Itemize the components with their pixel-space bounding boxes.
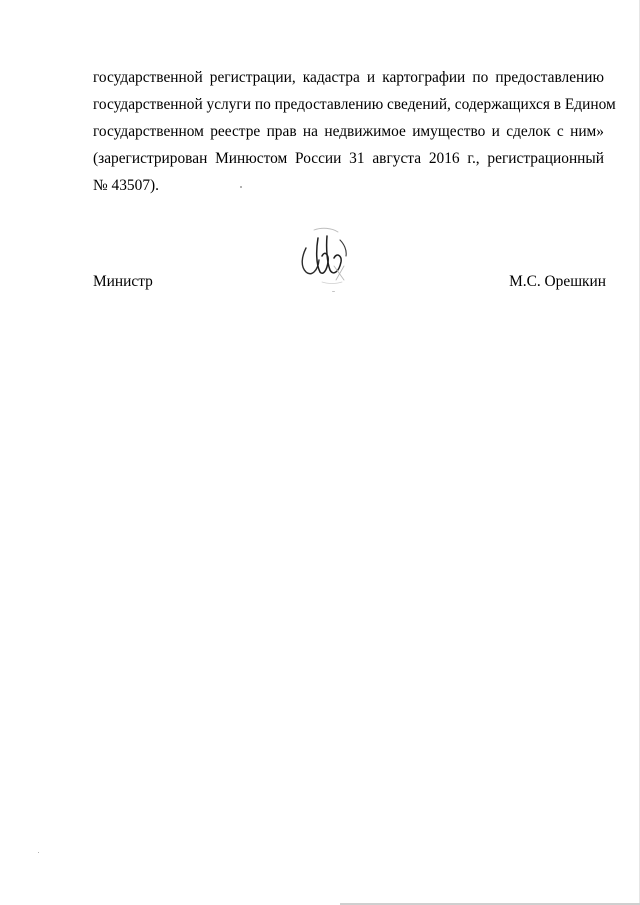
paragraph-line: государственной услуги по предоставлению сведений, содержащихся в Едином [93, 96, 616, 113]
paragraph-line: № 43507). [93, 177, 159, 194]
document-paragraph [93, 64, 616, 199]
paragraph-line: (зарегистрирован Минюстом России 31 августа 2016 г., регистрационный [93, 150, 604, 167]
signatory-title: Министр [93, 273, 153, 290]
scan-speck [240, 186, 242, 188]
scan-speck [332, 291, 335, 292]
scan-speck [38, 852, 39, 853]
paragraph-line: государственном реестре прав на недвижимое имущество и сделок с ним» [93, 123, 604, 140]
signatory-name: М.С. Орешкин [509, 273, 606, 290]
paragraph-line: государственной регистрации, кадастра и картографии по предоставлению [93, 69, 604, 86]
signature-block [93, 270, 606, 294]
